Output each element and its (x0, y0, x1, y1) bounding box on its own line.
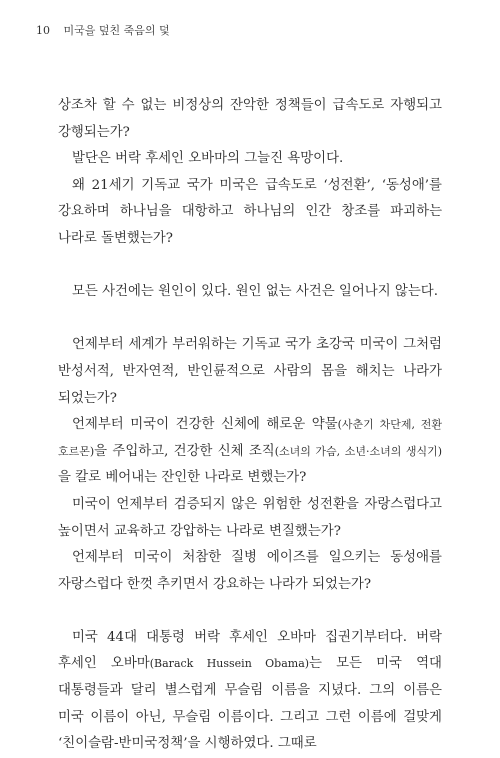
text-run: 는 모든 미국 역대 대통령들과 달리 별스럽게 무슬림 이름을 지녔다. 그의 이름은 미국 이름이 아닌, 무슬림 이름이다. 그리고 그런 이름에 걸맞게 ‘친이슬람-반미국정책’을 시행하였다. 그때로 (58, 656, 442, 752)
parenthetical-note: (소녀의 가슴, 소년·소녀의 생식기) (274, 444, 442, 458)
paragraph-7: 미국이 언제부터 검증되지 않은 위험한 성전환을 자랑스럽다고 높이면서 교육하고 강압하는 나라로 변질했는가? (58, 496, 442, 539)
paragraph-gap (58, 306, 442, 333)
book-title: 미국을 덮친 죽음의 덫 (63, 24, 170, 37)
paragraph-gap (58, 598, 442, 625)
parenthetical-note: (사춘기 차단제, 전환 호르몬) (58, 418, 442, 458)
text-run: 미국 44대 대통령 버락 후세인 오바마 집권기부터다. 버락 후세인 오바마 (58, 629, 442, 672)
paragraph-gap (58, 253, 442, 280)
paragraph-6 (58, 412, 442, 492)
text-run: 을 주입하고, 건강한 신체 조직 (94, 443, 275, 459)
body-text (58, 93, 442, 758)
paragraph-4: 모든 사건에는 원인이 있다. 원인 없는 사건은 일어나지 않는다. (72, 284, 438, 300)
parenthetical-note: (Barack Hussein Obama) (149, 657, 310, 671)
paragraph-8: 언제부터 미국이 처참한 질병 에이즈를 일으키는 동성애를 자랑스럽다 한껏 추키면서 강요하는 나라가 되었는가? (58, 550, 442, 592)
paragraph-3: 왜 21세기 기독교 국가 미국은 급속도로 ‘성전환’, ‘동성애’를 강요하며 하나님을 대항하고 하나님의 인간 창조를 파괴하는 나라로 돌변했는가? (58, 177, 442, 246)
paragraph-1: 상조차 할 수 없는 비정상의 잔악한 정책들이 급속도로 자행되고 강행되는가? (58, 98, 442, 140)
paragraph-5: 언제부터 세계가 부러워하는 기독교 국가 초강국 미국이 그처럼 반성서적, 반자연적, 반인륜적으로 사람의 몸을 해치는 나라가 되었는가? (58, 337, 442, 406)
page-number: 10 (36, 24, 50, 37)
paragraph-9 (58, 625, 442, 758)
text-run: 언제부터 미국이 건강한 신체에 해로운 약물 (72, 417, 338, 433)
running-header (36, 22, 170, 38)
text-run: 을 칼로 베어내는 잔인한 나라로 변했는가? (58, 470, 307, 486)
paragraph-2: 발단은 버락 후세인 오바마의 그늘진 욕망이다. (72, 151, 344, 167)
